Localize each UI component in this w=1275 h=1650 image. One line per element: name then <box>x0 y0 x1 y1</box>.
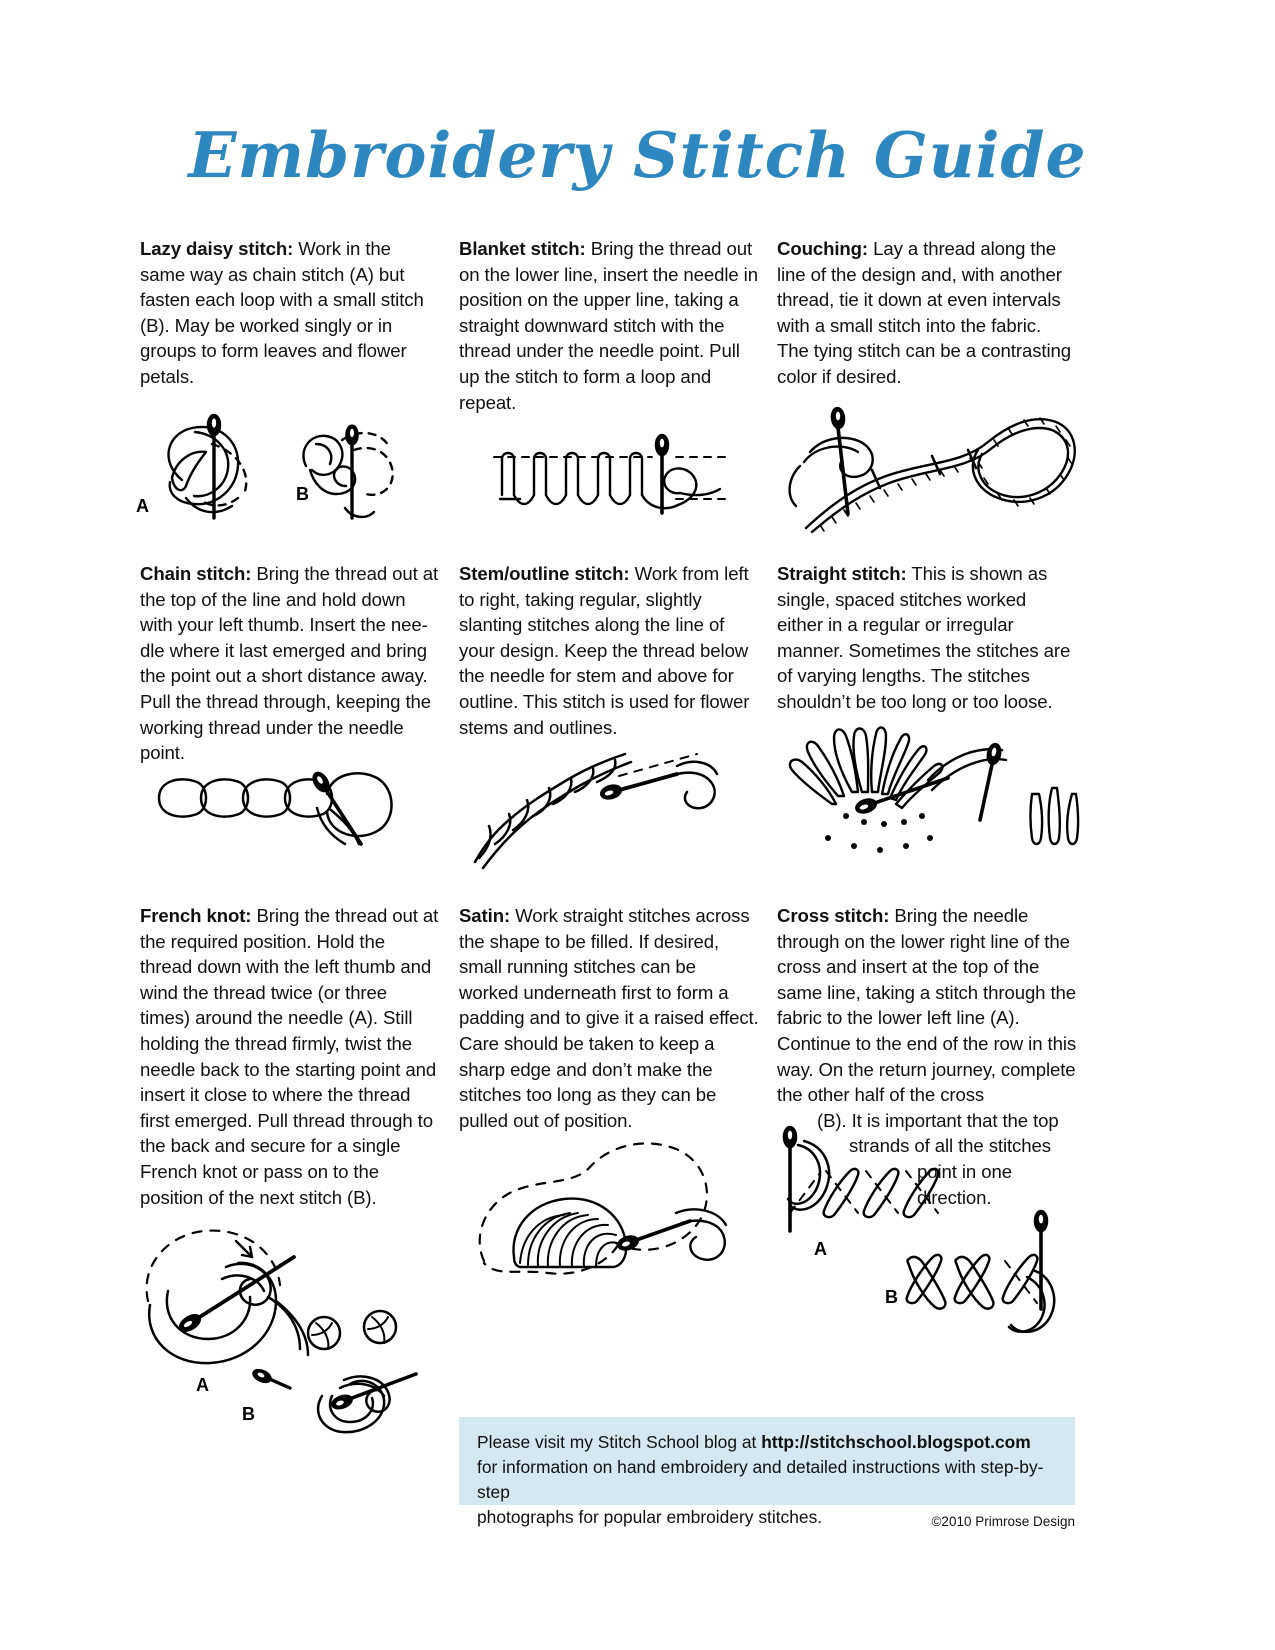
stitch-body-french-knot: Bring the thread out at the required position. Hold the thread down with the left thumb and wind the thread twice (or three times) around the needle (A). Still holding the thread firmly, twist the needle back to the starting point and insert it close to where the thread first emerged. Pull thread through to the back and secure for a single French knot or pass on to the position of the next stitch (B). <box>140 905 439 1208</box>
stitch-body-couching: Lay a thread along the line of the design and, with another thread, tie it down at even intervals with a small stitch into the fabric. The tying stitch can be a contrasting color if desired. <box>777 238 1071 387</box>
stitch-heading-cross: Cross stitch: <box>777 905 890 926</box>
stitch-text-straight <box>777 561 1077 715</box>
stitch-text-satin <box>459 903 759 1133</box>
figure-chain <box>145 748 405 868</box>
figure-cross-b <box>885 1205 1085 1375</box>
figure-stem-outline <box>455 718 745 878</box>
stitch-text-cross-tail-2: strands of all the stitches <box>849 1135 1051 1157</box>
figure-lazy-daisy <box>120 390 440 540</box>
stitch-body-cross: Bring the needle through on the lower right line of the cross and insert at the top of the same line, taking a stitch through the fabric to the lower left line (A). Continue to the end of the row in this way. On the return journey, complete the other half of the cross <box>777 905 1077 1106</box>
figure-french-knot-b <box>240 1352 440 1442</box>
stitch-heading-lazy-daisy: Lazy daisy stitch: <box>140 238 294 259</box>
stitch-block-chain <box>140 561 440 766</box>
stitch-body-blanket: Bring the thread out on the lower line, insert the needle in position on the upper line, taking a straight downward stitch with the thread under the needle point. Pull up the stitch to form a loop and repeat. <box>459 238 758 413</box>
stitch-block-satin <box>459 903 759 1133</box>
blog-note-line1-pre: Please visit my Stitch School blog at <box>477 1432 762 1452</box>
stitch-block-french-knot <box>140 903 440 1210</box>
stitch-heading-chain: Chain stitch: <box>140 563 252 584</box>
stitch-body-satin: Work straight stitches across the shape to be filled. If desired, small running stitches can be worked underneath first to form a padding and to give it a raised effect. Care should be taken to keep a sharp edge and don’t make the stitches too long as they can be pulled out of position. <box>459 905 759 1131</box>
stitch-heading-satin: Satin: <box>459 905 511 926</box>
stitch-text-cross <box>777 903 1077 1108</box>
stitch-text-cross-tail-3: point in one <box>917 1160 1012 1182</box>
stitch-block-stem-outline <box>459 561 759 740</box>
figure-satin <box>470 1125 770 1305</box>
blog-note-line2: for information on hand embroidery and detailed instructions with step-by-step <box>477 1457 1044 1502</box>
stitch-text-cross-tail-4: direction. <box>917 1186 992 1208</box>
stitch-body-lazy-daisy: Work in the same way as chain stitch (A) but fasten each loop with a small stitch (B). May be worked singly or in groups to form leaves and flower petals. <box>140 238 424 387</box>
figure-straight <box>780 712 1080 872</box>
stitch-text-french-knot <box>140 903 440 1210</box>
figure-label-b-french-knot: B <box>242 1404 255 1424</box>
stitch-heading-couching: Couching: <box>777 238 869 259</box>
stitch-heading-straight: Straight stitch: <box>777 563 907 584</box>
stitch-text-stem-outline <box>459 561 759 740</box>
figure-label-b-cross: B <box>885 1287 898 1307</box>
figure-label-a-cross: A <box>814 1239 827 1259</box>
figure-label-b-lazy-daisy: B <box>296 484 309 504</box>
blog-url[interactable]: http://stitchschool.blogspot.com <box>761 1432 1031 1452</box>
figure-couching <box>780 382 1080 542</box>
figure-label-a-lazy-daisy: A <box>136 496 149 516</box>
page-title: Embroidery Stitch Guide <box>188 118 1087 192</box>
stitch-text-couching <box>777 236 1077 390</box>
stitch-block-blanket <box>459 236 759 415</box>
stitch-text-lazy-daisy <box>140 236 440 390</box>
stitch-body-stem-outline: Work from left to right, taking regular, slightly slanting stitches along the line of your design. Keep the thread below the needle for stem and above for outline. This stitch is used for flower stems and outlines. <box>459 563 750 738</box>
stitch-body-chain: Bring the thread out at the top of the line and hold down with your left thumb. Insert the nee-dle where it last emerged and bring the point out a short distance away. Pull the thread through, keeping the working thread under the needle point. <box>140 563 439 764</box>
blog-note-line3: photographs for popular embroidery stitches. <box>477 1507 823 1527</box>
stitch-block-straight <box>777 561 1077 715</box>
figure-blanket <box>480 395 770 535</box>
stitch-text-chain <box>140 561 440 766</box>
stitch-heading-blanket: Blanket stitch: <box>459 238 586 259</box>
stitch-block-lazy-daisy <box>140 236 440 390</box>
figure-label-a-french-knot: A <box>196 1375 209 1395</box>
stitch-block-couching <box>777 236 1077 390</box>
stitch-heading-french-knot: French knot: <box>140 905 252 926</box>
copyright-notice: ©2010 Primrose Design <box>931 1514 1075 1529</box>
stitch-heading-stem-outline: Stem/outline stitch: <box>459 563 630 584</box>
stitch-text-blanket <box>459 236 759 415</box>
stitch-text-cross-tail-1: (B). It is important that the top <box>817 1109 1059 1131</box>
stitch-body-straight: This is shown as single, spaced stitches worked either in a regular or irregular manner. Sometimes the stitches are of varying lengths. The stitches shouldn’t be too long or too loose. <box>777 563 1071 712</box>
